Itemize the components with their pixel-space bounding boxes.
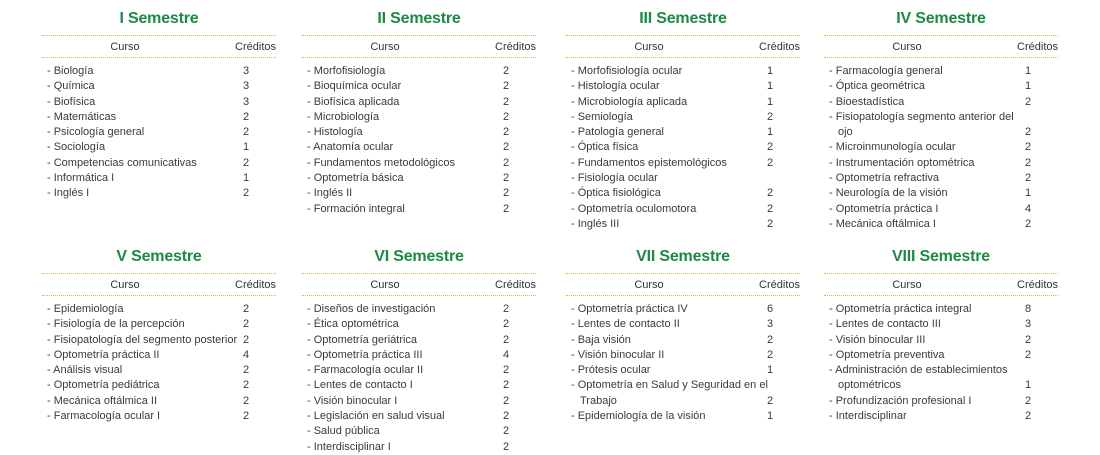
course-row — [42, 186, 276, 201]
course-name: - Morfofisiología ocular — [571, 65, 683, 77]
course-credits: 2 — [502, 394, 510, 407]
course-row — [566, 186, 800, 201]
course-name: - Neurología de la visión — [829, 187, 948, 200]
course-name: - Biofísica aplicada — [307, 95, 400, 108]
course-credits: 2 — [1024, 217, 1032, 230]
table-header — [302, 36, 536, 57]
course-credits: 2 — [242, 126, 250, 139]
course-name: - Interdisciplinar — [829, 410, 907, 423]
course-name: - Optometría en Salud y Seguridad en el Trabajo — [571, 379, 768, 407]
semester-block — [42, 8, 276, 202]
course-row — [302, 156, 536, 171]
course-credits: 1 — [766, 95, 774, 108]
dotted-divider — [42, 295, 276, 296]
dotted-divider — [824, 57, 1058, 58]
course-name: - Diseños de investigación — [307, 303, 436, 315]
course-row — [302, 64, 536, 79]
course-name: - Inglés III — [571, 217, 620, 230]
course-row — [824, 110, 1058, 141]
course-credits: 2 — [766, 202, 774, 215]
course-credits: 2 — [1024, 156, 1032, 169]
course-column-header: Curso — [110, 279, 140, 291]
course-credits: 2 — [502, 80, 510, 93]
semester-title: II Semestre — [377, 10, 461, 27]
course-credits: 2 — [1024, 410, 1032, 423]
course-row — [824, 202, 1058, 217]
course-name: - Anatomía ocular — [307, 141, 394, 154]
course-name: - Inglés I — [47, 187, 90, 200]
credits-column-header: Créditos — [1017, 279, 1058, 291]
course-name: - Fisiopatología segmento anterior del ojo — [829, 110, 1014, 139]
course-credits: 1 — [1024, 65, 1032, 77]
course-list — [302, 64, 536, 217]
course-row — [824, 217, 1058, 232]
credits-column-header: Créditos — [495, 41, 536, 53]
course-row — [824, 156, 1058, 171]
course-name: - Optometría práctica I — [829, 202, 939, 215]
course-row — [42, 95, 276, 110]
course-name: - Optometría práctica IV — [571, 303, 688, 315]
semester-block — [566, 246, 800, 424]
course-list — [566, 64, 800, 232]
course-row — [302, 79, 536, 94]
course-name: - Visión binocular II — [571, 348, 665, 361]
course-row — [824, 363, 1058, 394]
course-row — [302, 348, 536, 363]
dotted-divider — [302, 295, 536, 296]
course-credits: 2 — [502, 379, 510, 392]
course-credits: 3 — [242, 80, 250, 93]
dotted-divider — [824, 295, 1058, 296]
course-row — [566, 156, 800, 171]
course-credits: 2 — [766, 394, 774, 407]
course-column-header: Curso — [370, 279, 400, 291]
course-name: - Prótesis ocular — [571, 364, 651, 377]
course-credits: 4 — [502, 348, 510, 361]
course-row — [566, 409, 800, 424]
course-row — [42, 125, 276, 140]
credits-column-header: Créditos — [235, 279, 276, 291]
course-row — [42, 156, 276, 171]
course-credits: 2 — [502, 425, 510, 438]
course-row — [302, 424, 536, 439]
course-credits: 2 — [1024, 348, 1032, 361]
course-name: - Bioestadística — [829, 95, 905, 108]
course-credits: 3 — [766, 318, 774, 331]
course-row — [566, 79, 800, 94]
course-credits: 2 — [502, 172, 510, 185]
course-row — [566, 64, 800, 79]
course-credits: 2 — [502, 333, 510, 346]
course-credits: 2 — [502, 95, 510, 108]
course-row — [566, 171, 800, 186]
course-credits: 2 — [242, 303, 250, 315]
course-row — [302, 171, 536, 186]
course-name: - Microbiología — [307, 110, 380, 123]
semester-title: VIII Semestre — [892, 248, 990, 265]
course-credits: 2 — [766, 187, 774, 200]
course-name: - Fundamentos metodológicos — [307, 156, 455, 169]
course-name: - Formación integral — [307, 202, 405, 215]
course-name: - Optometría refractiva — [829, 172, 940, 185]
course-name: - Química — [47, 80, 95, 93]
course-list — [824, 64, 1058, 232]
course-name: - Optometría práctica II — [47, 348, 160, 361]
course-credits: 1 — [766, 364, 774, 377]
course-row — [42, 64, 276, 79]
course-credits: 2 — [502, 303, 510, 315]
course-name: - Sociología — [47, 141, 106, 154]
course-name: - Fisiología ocular — [571, 172, 658, 185]
course-credits: 2 — [502, 156, 510, 169]
semester-title: VII Semestre — [636, 248, 730, 265]
course-credits: 2 — [766, 333, 774, 346]
course-credits: 3 — [242, 95, 250, 108]
course-name: - Visión binocular I — [307, 394, 398, 407]
course-name: - Salud pública — [307, 425, 380, 438]
course-credits: 2 — [242, 333, 250, 346]
course-row — [302, 140, 536, 155]
course-credits: 2 — [766, 348, 774, 361]
course-list — [566, 302, 800, 424]
dotted-divider — [566, 57, 800, 58]
course-name: - Interdisciplinar I — [307, 440, 391, 453]
semester-title: V Semestre — [116, 248, 202, 265]
course-name: - Legislación en salud visual — [307, 410, 445, 423]
course-column-header: Curso — [110, 41, 140, 53]
course-row — [566, 125, 800, 140]
course-row — [42, 378, 276, 393]
course-row — [302, 302, 536, 317]
course-row — [302, 409, 536, 424]
course-row — [42, 171, 276, 186]
semester-title: III Semestre — [639, 10, 727, 27]
course-name: - Análisis visual — [47, 364, 123, 377]
course-credits: 2 — [242, 364, 250, 377]
course-row — [302, 363, 536, 378]
course-row — [42, 348, 276, 363]
course-credits: 2 — [242, 410, 250, 423]
course-credits: 2 — [502, 202, 510, 215]
course-name: - Optometría preventiva — [829, 348, 945, 361]
course-credits: 2 — [242, 187, 250, 200]
course-name: - Psicología general — [47, 126, 145, 139]
course-row — [42, 333, 276, 348]
course-credits: 2 — [502, 126, 510, 139]
course-name: - Morfofisiología — [307, 65, 386, 77]
course-credits: 3 — [1024, 318, 1032, 331]
course-name: - Informática I — [47, 172, 115, 185]
course-row — [302, 378, 536, 393]
course-row — [824, 79, 1058, 94]
course-list — [302, 302, 536, 455]
course-row — [566, 333, 800, 348]
course-row — [42, 302, 276, 317]
course-name: - Farmacología general — [829, 65, 943, 77]
course-row — [566, 140, 800, 155]
course-name: - Lentes de contacto II — [571, 318, 680, 331]
table-header — [566, 274, 800, 295]
course-name: - Optometría oculomotora — [571, 202, 697, 215]
course-credits: 1 — [242, 172, 250, 185]
course-row — [566, 110, 800, 125]
semester-title: VI Semestre — [374, 248, 464, 265]
semester-block — [566, 8, 800, 232]
course-column-header: Curso — [634, 41, 664, 53]
course-credits: 6 — [766, 303, 774, 315]
table-header — [824, 274, 1058, 295]
course-column-header: Curso — [370, 41, 400, 53]
course-name: - Microbiología aplicada — [571, 95, 688, 108]
course-name: - Epidemiología — [47, 303, 124, 315]
course-credits: 2 — [502, 318, 510, 331]
course-name: - Microinmunología ocular — [829, 141, 956, 154]
course-credits: 2 — [1024, 141, 1032, 154]
course-credits: 3 — [242, 65, 250, 77]
course-credits: 2 — [502, 110, 510, 123]
course-credits: 1 — [766, 80, 774, 93]
course-column-header: Curso — [892, 41, 922, 53]
course-row — [824, 186, 1058, 201]
credits-column-header: Créditos — [495, 279, 536, 291]
course-name: - Ética optométrica — [307, 318, 399, 331]
course-credits: 2 — [1024, 394, 1032, 407]
course-credits: 2 — [1024, 95, 1032, 108]
course-credits: 2 — [766, 156, 774, 169]
course-credits: 2 — [502, 65, 510, 77]
course-credits: 1 — [766, 65, 774, 77]
course-name: - Profundización profesional I — [829, 394, 972, 407]
course-credits: 4 — [242, 348, 250, 361]
course-row — [42, 317, 276, 332]
course-row — [42, 79, 276, 94]
course-row — [824, 95, 1058, 110]
credits-column-header: Créditos — [759, 279, 800, 291]
course-credits: 1 — [1024, 187, 1032, 200]
course-row — [566, 348, 800, 363]
course-credits: 2 — [242, 110, 250, 123]
table-header — [302, 274, 536, 295]
course-column-header: Curso — [634, 279, 664, 291]
course-credits: 2 — [242, 156, 250, 169]
semester-block — [824, 8, 1058, 232]
semester-title: I Semestre — [119, 10, 199, 27]
course-row — [566, 317, 800, 332]
course-credits: 2 — [502, 410, 510, 423]
course-credits: 2 — [1024, 172, 1032, 185]
course-row — [42, 394, 276, 409]
course-name: - Optometría pediátrica — [47, 379, 160, 392]
course-name: - Histología ocular — [571, 80, 660, 93]
course-row — [566, 217, 800, 232]
course-credits: 8 — [1024, 303, 1032, 315]
course-credits: 2 — [1024, 126, 1032, 139]
course-row — [302, 394, 536, 409]
course-name: - Optometría básica — [307, 172, 404, 185]
semester-block — [824, 246, 1058, 424]
course-row — [302, 440, 536, 455]
credits-column-header: Créditos — [1017, 41, 1058, 53]
course-row — [566, 378, 800, 409]
semester-block — [42, 246, 276, 424]
course-row — [302, 95, 536, 110]
course-column-header: Curso — [892, 279, 922, 291]
course-list — [42, 64, 276, 202]
course-name: - Biología — [47, 65, 94, 77]
course-name: - Fisiopatología del segmento posterior — [47, 333, 238, 346]
course-name: - Patología general — [571, 126, 664, 139]
dotted-divider — [302, 57, 536, 58]
course-row — [42, 140, 276, 155]
course-name: - Optometría geriátrica — [307, 333, 418, 346]
semester-block — [302, 8, 536, 217]
course-row — [42, 110, 276, 125]
credits-column-header: Créditos — [759, 41, 800, 53]
course-credits: 2 — [766, 141, 774, 154]
course-credits: 1 — [242, 141, 250, 154]
course-name: - Óptica geométrica — [829, 80, 925, 93]
course-name: - Lentes de contacto III — [829, 318, 941, 331]
course-credits: 2 — [502, 141, 510, 154]
course-credits: 1 — [766, 126, 774, 139]
course-credits: 2 — [766, 110, 774, 123]
course-name: - Matemáticas — [47, 110, 117, 123]
course-row — [566, 363, 800, 378]
course-row — [42, 363, 276, 378]
course-credits: 4 — [1024, 202, 1032, 215]
course-credits: 1 — [1024, 379, 1032, 392]
course-name: - Mecánica oftálmica II — [47, 394, 158, 407]
course-name: - Instrumentación optométrica — [829, 156, 975, 169]
course-credits: 2 — [502, 440, 510, 453]
course-credits: 2 — [502, 364, 510, 377]
course-list — [42, 302, 276, 424]
table-header — [824, 36, 1058, 57]
course-row — [824, 140, 1058, 155]
table-header — [42, 274, 276, 295]
course-row — [566, 302, 800, 317]
credits-column-header: Créditos — [235, 41, 276, 53]
course-name: - Óptica fisiológica — [571, 187, 661, 200]
semester-block — [302, 246, 536, 455]
course-row — [42, 409, 276, 424]
course-credits: 2 — [242, 394, 250, 407]
course-name: - Mecánica oftálmica I — [829, 217, 936, 230]
course-row — [824, 317, 1058, 332]
course-name: - Baja visión — [571, 333, 631, 346]
course-name: - Óptica física — [571, 141, 639, 154]
course-name: - Inglés II — [307, 187, 353, 200]
dotted-divider — [42, 57, 276, 58]
course-credits: 2 — [502, 187, 510, 200]
course-row — [302, 333, 536, 348]
course-row — [302, 125, 536, 140]
table-header — [566, 36, 800, 57]
course-list — [824, 302, 1058, 424]
course-row — [302, 186, 536, 201]
course-name: - Biofísica — [47, 95, 96, 108]
course-name: - Epidemiología de la visión — [571, 410, 706, 423]
course-credits: 1 — [766, 410, 774, 423]
course-name: - Optometría práctica integral — [829, 303, 972, 315]
course-row — [824, 394, 1058, 409]
course-name: - Fisiología de la percepción — [47, 318, 185, 331]
course-row — [824, 171, 1058, 186]
course-credits: 2 — [766, 217, 774, 230]
course-row — [824, 302, 1058, 317]
course-name: - Optometría práctica III — [307, 348, 423, 361]
course-name: - Bioquímica ocular — [307, 80, 402, 93]
course-row — [566, 202, 800, 217]
course-name: - Farmacología ocular I — [47, 410, 161, 423]
course-name: - Farmacología ocular II — [307, 364, 424, 377]
course-row — [824, 409, 1058, 424]
course-credits: 2 — [242, 318, 250, 331]
course-row — [302, 110, 536, 125]
course-row — [824, 333, 1058, 348]
course-row — [824, 64, 1058, 79]
table-header — [42, 36, 276, 57]
course-name: - Semiología — [571, 110, 633, 123]
course-name: - Fundamentos epistemológicos — [571, 156, 727, 169]
course-name: - Competencias comunicativas — [47, 156, 197, 169]
course-name: - Visión binocular III — [829, 333, 926, 346]
course-row — [302, 202, 536, 217]
course-row — [566, 95, 800, 110]
course-credits: 1 — [1024, 80, 1032, 93]
course-name: - Administración de establecimientos optométricos — [829, 364, 1008, 392]
course-name: - Histología — [307, 126, 363, 139]
course-name: - Lentes de contacto I — [307, 379, 413, 392]
course-row — [824, 348, 1058, 363]
course-row — [302, 317, 536, 332]
dotted-divider — [566, 295, 800, 296]
course-credits: 2 — [1024, 333, 1032, 346]
course-credits: 2 — [242, 379, 250, 392]
semester-title: IV Semestre — [896, 10, 986, 27]
